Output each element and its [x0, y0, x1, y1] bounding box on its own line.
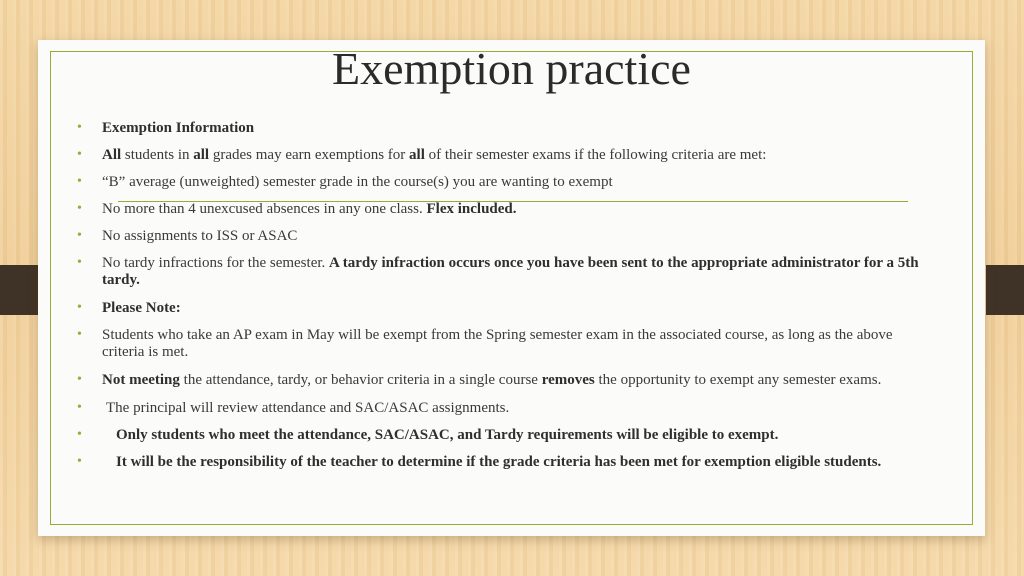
right-accent-tab	[986, 265, 1024, 315]
bullet-text: No more than 4 unexcused absences in any one class.	[102, 201, 427, 217]
bullet-text: The principal will review attendance and SAC/ASAC assignments.	[106, 400, 510, 416]
bullet-text: Exemption Information	[102, 120, 255, 136]
bullet-text: the attendance, tardy, or behavior criteria in a single course	[179, 372, 542, 388]
bullet-icon: •	[77, 427, 82, 442]
bullet-icon: •	[77, 400, 82, 415]
bullet-text: No assignments to ISS or ASAC	[102, 228, 298, 244]
bullet-icon: •	[77, 174, 82, 189]
bullet-item-not-meeting	[77, 372, 937, 389]
bullet-text-bold: A tardy infraction occurs once you have been sent to the appropriate administrator for a 5th tardy.	[102, 255, 919, 288]
bullet-text: grades may earn exemptions for	[209, 147, 410, 163]
slide-title: Exemption practice	[332, 43, 691, 94]
bullet-text-bold: Not meeting	[102, 372, 180, 388]
bullet-item-ap-exam	[77, 327, 937, 361]
bullet-text: students in	[121, 147, 194, 163]
bullet-icon: •	[77, 300, 82, 315]
bullet-text-bold: It will be the responsibility of the teacher to determine if the grade criteria has been met for exemption eligible students.	[116, 454, 882, 470]
bullet-icon: •	[77, 327, 82, 342]
bullet-text-bold: all	[193, 147, 210, 163]
bullet-item-please-note	[77, 300, 937, 317]
bullet-text-bold: All	[102, 147, 122, 163]
bullet-list	[77, 120, 937, 481]
bullet-text: “B” average (unweighted) semester grade in the course(s) you are wanting to exempt	[102, 174, 613, 190]
bullet-icon: •	[77, 147, 82, 162]
bullet-item-iss-asac	[77, 228, 937, 245]
bullet-text-bold: removes	[541, 372, 595, 388]
bullet-item-teacher-responsibility	[77, 454, 937, 471]
bullet-item-only-students	[77, 427, 937, 444]
bullet-text: of their semester exams if the following criteria are met:	[424, 147, 767, 163]
bullet-icon: •	[77, 228, 82, 243]
bullet-item-all-students	[77, 147, 937, 164]
bullet-text-bold: Please Note:	[102, 300, 181, 316]
bullet-icon: •	[77, 120, 82, 135]
bullet-text: the opportunity to exempt any semester exams.	[594, 372, 882, 388]
bullet-item-exemption-information	[77, 120, 937, 137]
bullet-text: Students who take an AP exam in May will be exempt from the Spring semester exam in the associated course, as long as the above criteria is met.	[102, 327, 893, 360]
left-accent-tab	[0, 265, 38, 315]
bullet-icon: •	[77, 201, 82, 216]
bullet-item-b-average	[77, 174, 937, 191]
bullet-item-tardy	[77, 255, 937, 289]
bullet-icon: •	[77, 454, 82, 469]
bullet-icon: •	[77, 255, 82, 270]
bullet-text-bold: Flex included.	[426, 201, 517, 217]
bullet-text: No tardy infractions for the semester.	[102, 255, 330, 271]
bullet-icon: •	[77, 372, 82, 387]
bullet-item-absences	[77, 201, 937, 218]
bullet-text-bold: Only students who meet the attendance, SAC/ASAC, and Tardy requirements will be eligible to exempt.	[116, 427, 779, 443]
bullet-text-bold: all	[409, 147, 425, 163]
bullet-item-principal-review	[77, 400, 937, 417]
slide-card	[38, 40, 985, 536]
